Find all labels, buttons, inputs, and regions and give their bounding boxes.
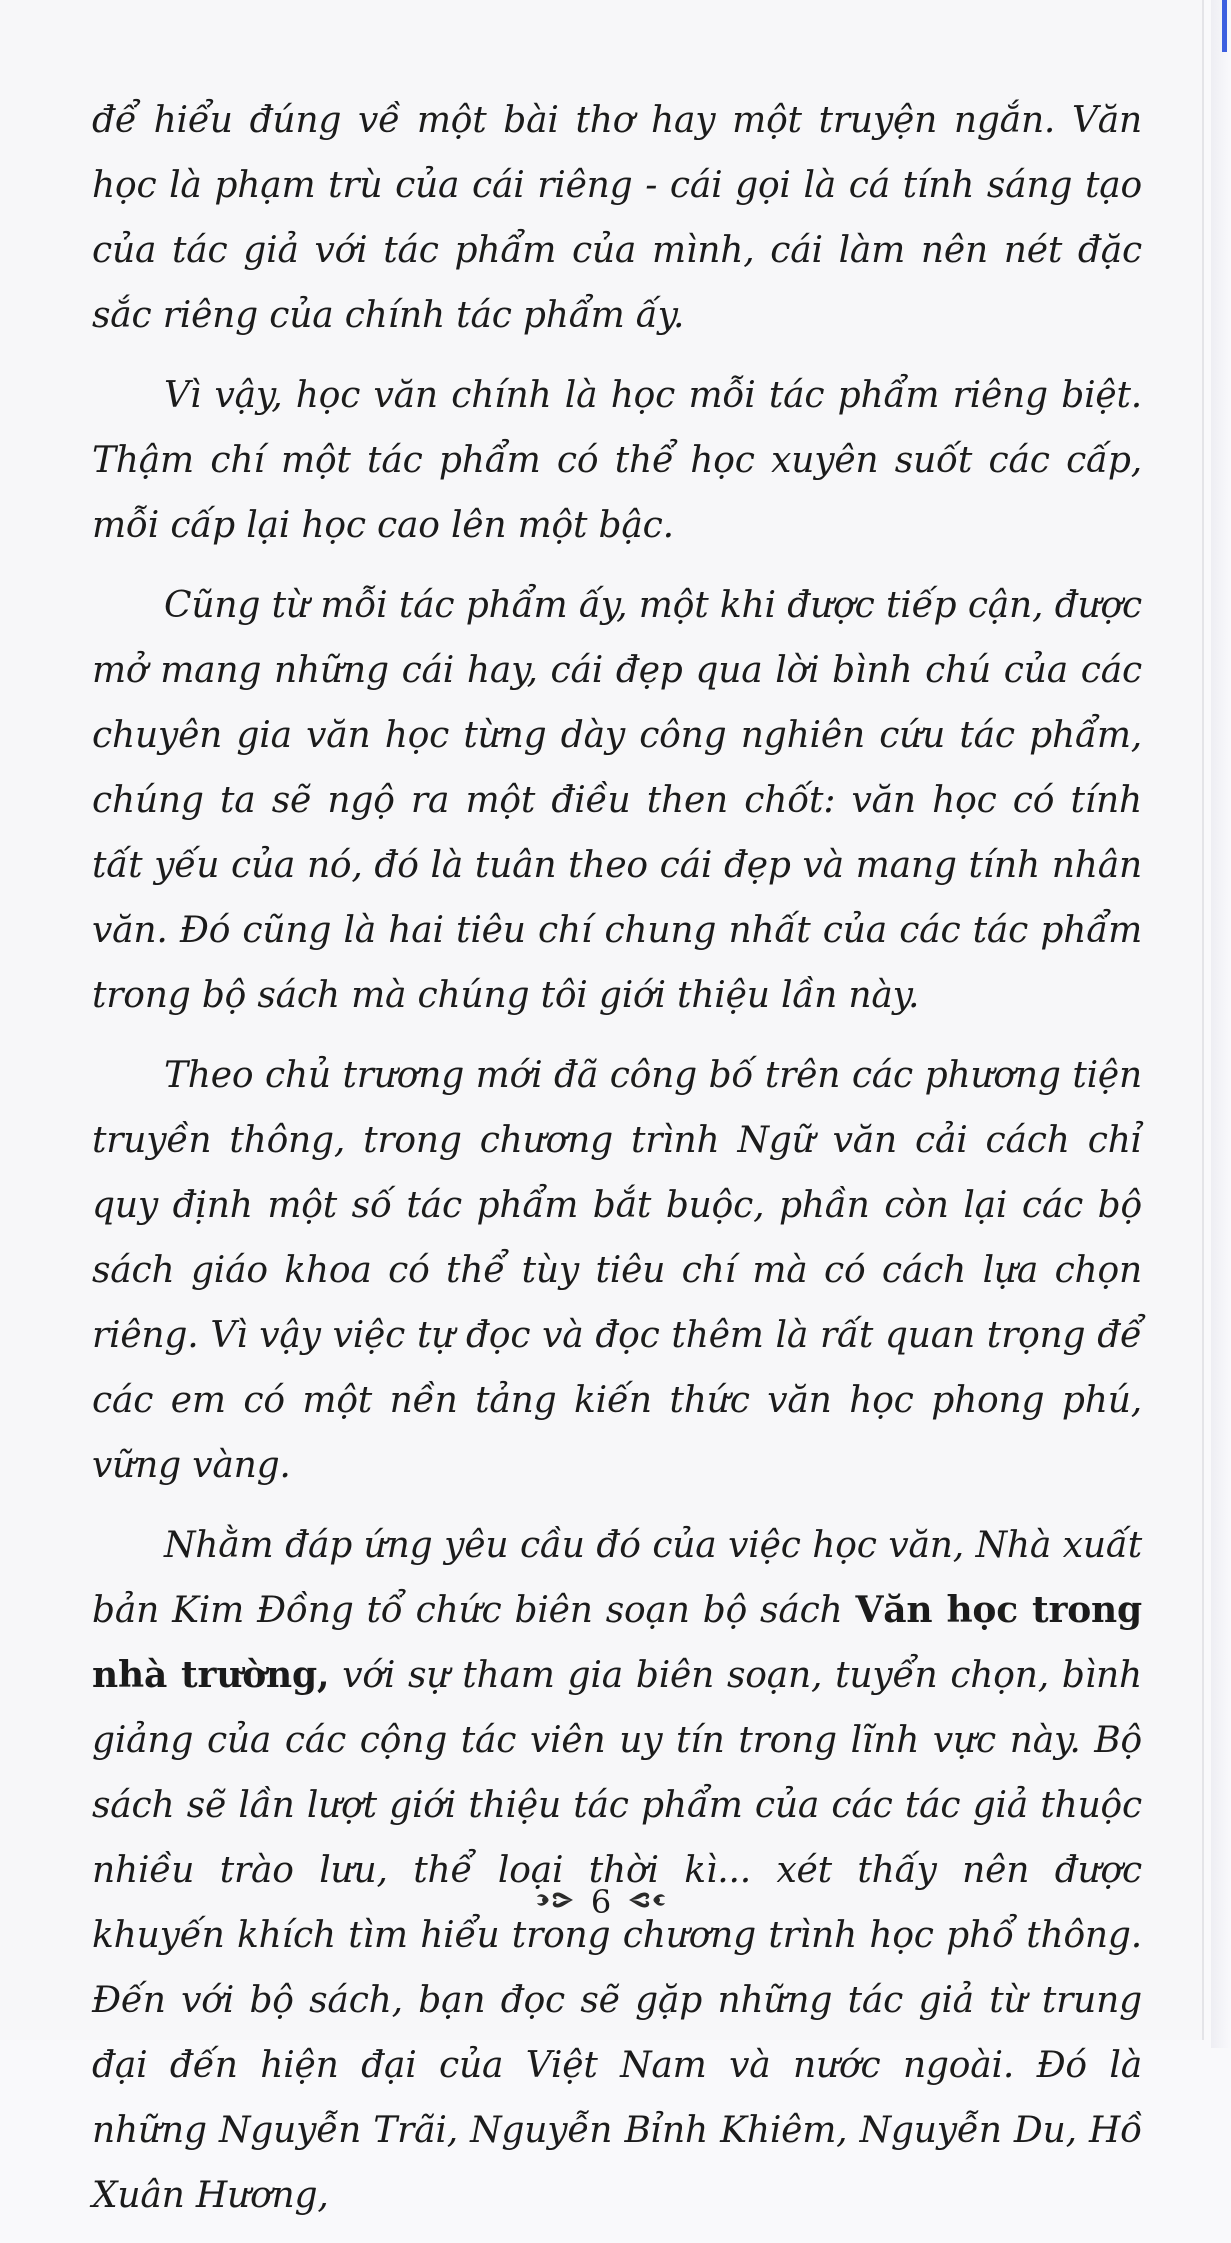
book-series-title: Văn học trong nhà trường,	[92, 1589, 1142, 1696]
paragraph-1: để hiểu đúng về một bài thơ hay một truyện ngắn. Văn học là phạm trù của cái riêng - cái gọi là cá tính sáng tạo của tác giả với tác phẩm của mình, cái làm nên nét đặc sắc riêng của chính tác phẩm ấy.	[92, 100, 1142, 336]
paragraph-3: Cũng từ mỗi tác phẩm ấy, một khi được tiếp cận, được mở mang những cái hay, cái đẹp qua lời bình chú của các chuyên gia văn học từng dày công nghiên cứu tác phẩm, chúng ta sẽ ngộ ra một điều then chốt: văn học có tính tất yếu của nó, đó là tuân theo cái đẹp và mang tính nhân văn. Đó cũng là hai tiêu chí chung nhất của các tác phẩm trong bộ sách mà chúng tôi giới thiệu lần này.	[92, 585, 1142, 1016]
floral-ornament-icon	[627, 1883, 667, 1921]
page-footer	[0, 1880, 1202, 1921]
paragraph-5-lead: Nhằm đáp ứng yêu cầu đó của việc học văn, Nhà xuất bản Kim Đồng tổ chức biên soạn bộ sách	[92, 1525, 1142, 1631]
paragraph-2: Vì vậy, học văn chính là học mỗi tác phẩm riêng biệt. Thậm chí một tác phẩm có thể học xuyên suốt các cấp, mỗi cấp lại học cao lên một bậc.	[92, 375, 1142, 546]
edge-marker	[1222, 0, 1227, 52]
paragraph-5	[92, 1513, 1142, 2228]
page-number: 6	[590, 1882, 612, 1921]
floral-ornament-icon	[535, 1883, 575, 1921]
page-edge-strip	[1211, 0, 1231, 2048]
paragraph-4: Theo chủ trương mới đã công bố trên các phương tiện truyền thông, trong chương trình Ngữ văn cải cách chỉ quy định một số tác phẩm bắt buộc, phần còn lại các bộ sách giáo khoa có thể tùy tiêu chí mà có cách lựa chọn riêng. Vì vậy việc tự đọc và đọc thêm là rất quan trọng để các em có một nền tảng kiến thức văn học phong phú, vững vàng.	[92, 1055, 1142, 1486]
paragraph-5-rest: với sự tham gia biên soạn, tuyển chọn, bình giảng của các cộng tác viên uy tín trong lĩnh vực này. Bộ sách sẽ lần lượt giới thiệu tác phẩm của các tác giả thuộc nhiều trào lưu, thể loại thời kì... xét thấy nên được khuyến khích tìm hiểu trong chương trình học phổ thông. Đến với bộ sách, bạn đọc sẽ gặp những tác giả từ trung đại đến hiện đại của Việt Nam và nước ngoài. Đó là những Nguyễn Trãi, Nguyễn Bỉnh Khiêm, Nguyễn Du, Hồ Xuân Hương,	[92, 1655, 1143, 2216]
